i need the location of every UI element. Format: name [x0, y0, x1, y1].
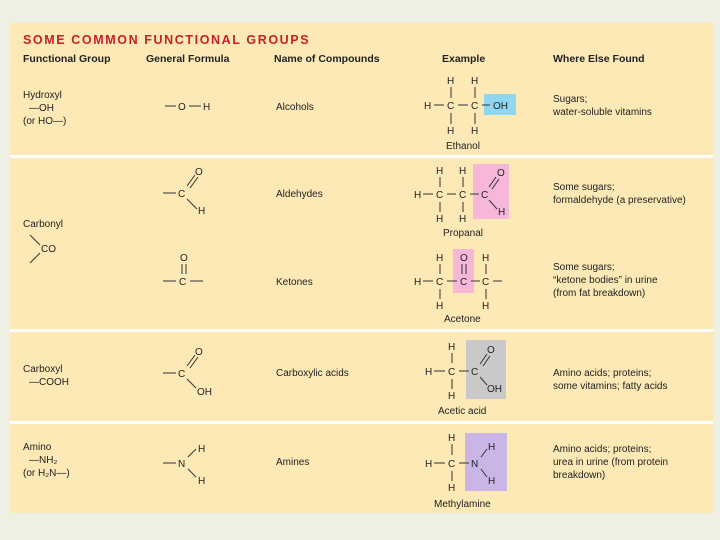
- formula-ketone: [163, 253, 203, 288]
- atom-label: H: [436, 166, 444, 177]
- example-label-propanal: Propanal: [443, 228, 484, 239]
- header-general-formula: General Formula: [146, 53, 230, 65]
- atom-label: O: [497, 168, 505, 179]
- atom-label: H: [198, 444, 206, 455]
- atom-label: H: [425, 459, 433, 470]
- atom-label: H: [424, 101, 432, 112]
- example-propanal: [414, 164, 509, 225]
- where-line: “ketone bodies” in urine: [553, 275, 658, 286]
- where-line: Amino acids; proteins;: [553, 444, 652, 455]
- carboxyl-name: Carboxyl: [23, 364, 63, 375]
- atom-label: H: [448, 342, 456, 353]
- formula-carboxyl: [163, 347, 212, 398]
- atom-label: C: [471, 101, 479, 112]
- atom-label: N: [178, 459, 186, 470]
- atom-label: O: [178, 102, 186, 113]
- structures-layer: [10, 23, 713, 513]
- atom-label: C: [179, 277, 187, 288]
- atom-label: H: [488, 442, 496, 453]
- carboxyl-formula: —COOH: [29, 377, 69, 388]
- example-label-acetic-acid: Acetic acid: [438, 406, 487, 417]
- atom-label: C: [436, 277, 444, 288]
- atom-label: O: [195, 347, 203, 358]
- atom-label: C: [471, 367, 479, 378]
- atom-label: O: [487, 345, 495, 356]
- header-example: Example: [442, 53, 486, 65]
- atom-label: H: [448, 433, 456, 444]
- atom-label: H: [447, 126, 455, 137]
- atom-label: C: [448, 459, 456, 470]
- atom-label: H: [414, 190, 422, 201]
- where-line: Amino acids; proteins;: [553, 368, 652, 379]
- atom-label: OH: [197, 387, 212, 398]
- example-label-methylamine: Methylamine: [434, 499, 491, 510]
- atom-label: H: [498, 207, 506, 218]
- where-line: Sugars;: [553, 94, 588, 105]
- where-line: urea in urine (from protein: [553, 457, 669, 468]
- example-label-acetone: Acetone: [444, 314, 481, 325]
- atom-label: H: [447, 76, 455, 87]
- atom-label: H: [482, 253, 490, 264]
- where-line: (from fat breakdown): [553, 288, 646, 299]
- atom-label: H: [448, 391, 456, 402]
- atom-label: H: [436, 253, 444, 264]
- amino-formula: —NH₂: [29, 455, 58, 466]
- compound-amines: Amines: [276, 457, 310, 468]
- where-line: formaldehyde (a preservative): [553, 195, 686, 206]
- atom-label: OH: [493, 101, 508, 112]
- where-line: Some sugars;: [553, 182, 615, 193]
- compound-ketones: Ketones: [276, 277, 313, 288]
- formula-hydroxyl: [165, 102, 210, 113]
- functional-groups-table: [10, 23, 713, 513]
- compound-carboxylic-acids: Carboxylic acids: [276, 368, 349, 379]
- atom-label: H: [425, 367, 433, 378]
- amino-name: Amino: [23, 442, 52, 453]
- hydroxyl-name: Hydroxyl: [23, 90, 62, 101]
- hydroxyl-alt-formula: (or HO—): [23, 116, 67, 127]
- atom-label: H: [488, 476, 496, 487]
- atom-label: H: [198, 206, 206, 217]
- table-title: SOME COMMON FUNCTIONAL GROUPS: [23, 33, 311, 47]
- atom-label: O: [180, 253, 188, 264]
- atom-label: O: [195, 167, 203, 178]
- atom-label: O: [460, 253, 468, 264]
- formula-aldehyde: [163, 167, 205, 217]
- compound-aldehydes: Aldehydes: [276, 189, 323, 200]
- atom-label: H: [436, 214, 444, 225]
- hydroxyl-formula: —OH: [29, 103, 54, 114]
- atom-label: C: [482, 277, 490, 288]
- amino-alt-formula: (or H₂N—): [23, 468, 70, 479]
- atom-label: N: [471, 459, 479, 470]
- carbonyl-name: Carbonyl: [23, 219, 64, 230]
- where-line: breakdown): [553, 470, 606, 481]
- atom-label: C: [481, 190, 489, 201]
- header-functional-group: Functional Group: [23, 53, 111, 65]
- atom-label: H: [459, 166, 467, 177]
- atom-label: H: [436, 301, 444, 312]
- atom-label: C: [178, 189, 186, 200]
- header-where-else-found: Where Else Found: [553, 53, 645, 65]
- example-ethanol: [424, 76, 516, 137]
- atom-label: C: [436, 190, 444, 201]
- atom-label: H: [198, 476, 206, 487]
- example-acetone: [414, 249, 502, 312]
- formula-amine: [163, 444, 205, 487]
- atom-label: H: [471, 126, 479, 137]
- slide: [10, 23, 713, 513]
- atom-label: H: [482, 301, 490, 312]
- where-line: some vitamins; fatty acids: [553, 381, 668, 392]
- compound-alcohols: Alcohols: [276, 102, 314, 113]
- example-label-ethanol: Ethanol: [446, 141, 480, 152]
- atom-label: C: [460, 277, 468, 288]
- where-line: Some sugars;: [553, 262, 615, 273]
- carbonyl-formula: CO: [41, 244, 56, 255]
- atom-label: H: [203, 102, 211, 113]
- atom-label: OH: [487, 384, 502, 395]
- atom-label: C: [459, 190, 467, 201]
- atom-label: H: [471, 76, 479, 87]
- where-line: water-soluble vitamins: [553, 107, 652, 118]
- example-methylamine: [425, 433, 507, 494]
- atom-label: H: [459, 214, 467, 225]
- atom-label: H: [414, 277, 422, 288]
- atom-label: C: [448, 367, 456, 378]
- atom-label: C: [178, 369, 186, 380]
- example-acetic-acid: [425, 340, 506, 402]
- atom-label: C: [447, 101, 455, 112]
- header-name-of-compounds: Name of Compounds: [274, 53, 380, 65]
- atom-label: H: [448, 483, 456, 494]
